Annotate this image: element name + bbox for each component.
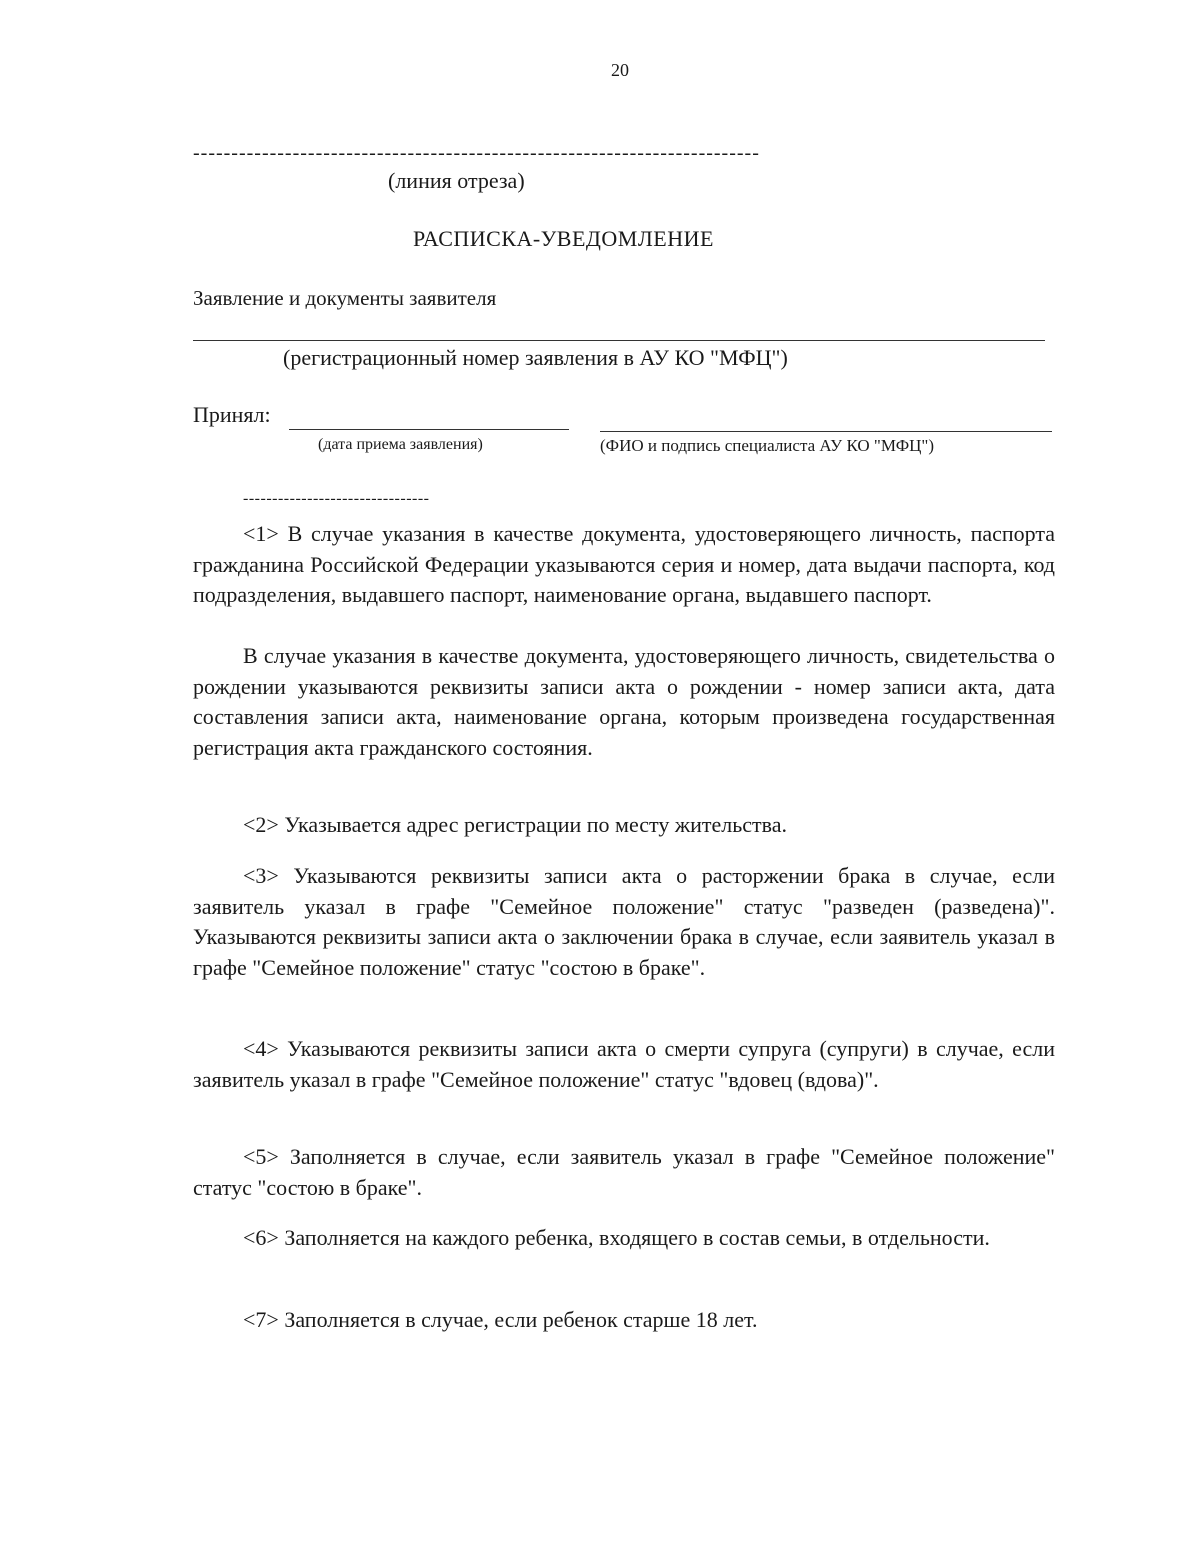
footnote-6: <6> Заполняется на каждого ребенка, входящего в состав семьи, в отдельности. xyxy=(243,1225,990,1250)
footnote-1: <1> В случае указания в качестве документа, удостоверяющего личность, паспорта гражданина Российской Федерации указываются серия и номер, дата выдачи паспорта, код подразделения, выдавшего паспорт, наименование органа, выдавшего паспорт. xyxy=(193,521,1055,607)
footnote-7: <7> Заполняется в случае, если ребенок старше 18 лет. xyxy=(243,1307,758,1332)
footnote-separator: -------------------------------- xyxy=(243,490,430,507)
date-line xyxy=(289,429,569,430)
fio-signature-line xyxy=(600,431,1052,432)
footnote-1-continued: В случае указания в качестве документа, удостоверяющего личность, свидетельства о рождении указываются реквизиты записи акта о рождении - номер записи акта, дата составления записи акта, наименование органа, которым произведена государственная регистрация акта гражданского состояния. xyxy=(193,643,1055,760)
date-caption: (дата приема заявления) xyxy=(318,436,483,453)
page-number: 20 xyxy=(611,60,629,80)
registration-number-line xyxy=(193,340,1045,341)
accepted-label: Принял: xyxy=(193,402,271,427)
document-title: РАСПИСКА-УВЕДОМЛЕНИЕ xyxy=(413,226,714,251)
footnote-2: <2> Указывается адрес регистрации по месту жительства. xyxy=(243,812,787,837)
footnote-5: <5> Заполняется в случае, если заявитель указал в графе "Семейное положение" статус "состою в браке". xyxy=(193,1144,1055,1200)
footnote-3: <3> Указываются реквизиты записи акта о расторжении брака в случае, если заявитель указал в графе "Семейное положение" статус "разведен (разведена)". Указываются реквизиты записи акта о заключении брака в случае, если заявитель указал в графе "Семейное положение" статус "состою в браке". xyxy=(193,863,1055,980)
intro-text: Заявление и документы заявителя xyxy=(193,286,497,310)
cut-line-label: (линия отреза) xyxy=(388,168,525,193)
footnote-4: <4> Указываются реквизиты записи акта о смерти супруга (супруги) в случае, если заявитель указал в графе "Семейное положение" статус "вдовец (вдова)". xyxy=(193,1036,1055,1092)
cut-line-dashes: -------------------------------------------------------------------------- xyxy=(193,142,760,164)
fio-caption: (ФИО и подпись специалиста АУ КО "МФЦ") xyxy=(600,436,935,455)
registration-number-caption: (регистрационный номер заявления в АУ КО "МФЦ") xyxy=(283,345,788,370)
